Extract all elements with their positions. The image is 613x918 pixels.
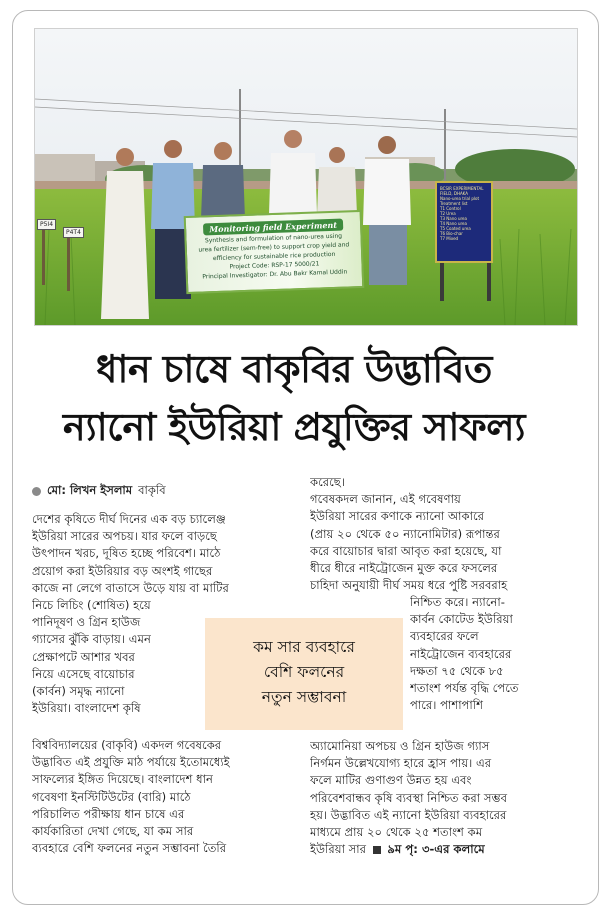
text-line: কাজে না লেগে বাতাসে উড়ে যায় বা মাটির	[32, 580, 229, 595]
banner-line: efficiency for sustainable rice production	[212, 250, 336, 263]
signboard-line: T5 Coated urea	[440, 226, 471, 231]
text-line: চাহিদা অনুযায়ী দীর্ঘ সময় ধরে পুষ্টি সরবরাহ	[310, 578, 508, 593]
signboard-line: T3 Nano urea	[440, 216, 467, 221]
text-line: গবেষকদল জানান, এই গবেষণায়	[310, 492, 461, 507]
text-line: দক্ষতা ৭৫ থেকে ৮৫	[410, 663, 504, 678]
plot-sign: P5I4	[37, 219, 56, 230]
banner-line: urea fertilizer (sem-free) to support crop yield and	[198, 241, 350, 254]
headline	[20, 340, 568, 456]
signboard-line: T7 Mixed	[440, 236, 459, 241]
text-line: সাফল্যের ইঙ্গিত দিয়েছে। বাংলাদেশ ধান	[32, 772, 213, 787]
text-line: প্রেক্ষাপটে আশার খবর	[32, 649, 135, 664]
left-column-top	[32, 511, 294, 597]
signboard-line: T2 Urea	[440, 211, 456, 216]
text-line: নির্গমন উল্লেখযোগ্য হারে হ্রাস পায়। এর	[310, 756, 492, 771]
text-line: নিয়ে এসেছে বায়োচার	[32, 666, 135, 681]
text-line: উৎপাদন খরচ, দূষিত হচ্ছে পরিবেশ। মাঠে	[32, 546, 221, 561]
byline-author: মো: লিখন ইসলাম	[47, 483, 133, 497]
text-line: কার্যকারিতা দেখা গেছে, যা কম সার	[32, 823, 194, 838]
banner-line: Synthesis and formulation of nano-urea using	[204, 232, 343, 245]
text-fragment: ইউরিয়া সার	[310, 842, 367, 857]
news-photo	[34, 28, 578, 326]
text-line: শতাংশ পর্যন্ত বৃদ্ধি পেতে	[410, 680, 519, 695]
text-line: করে বায়োচার দ্বারা আবৃত করা হয়েছে, যা	[310, 543, 502, 558]
end-square-icon	[373, 846, 381, 854]
field-banner	[184, 210, 365, 294]
text-line: উদ্ভাবিত এই প্রযুক্তি মাঠ পর্যায়ে ইতোমধ্যেই	[32, 755, 230, 770]
text-line: বিশ্ববিদ্যালয়ের (বাকৃবি) একদল গবেষকের	[32, 738, 222, 752]
text-line: ধীরে ধীরে নাইট্রোজেন মুক্ত করে ফসলের	[310, 560, 498, 575]
signboard-line: Nano-urea trial plot	[440, 196, 480, 201]
banner-title: Monitoring field Experiment	[203, 219, 343, 236]
pull-quote-line: কম সার ব্যবহারে	[253, 638, 355, 656]
text-line: দেশের কৃষিতে দীর্ঘ দিনের এক বড় চ্যালেঞ্জ	[32, 512, 226, 526]
right-column-top	[310, 474, 574, 594]
text-line: অ্যামোনিয়া অপচয় ও গ্রিন হাউজ গ্যাস	[310, 739, 490, 753]
pull-quote-line: বেশি ফলনের	[263, 663, 345, 681]
text-line: ইউরিয়া সারের অপচয়। যার ফলে বাড়ছে	[32, 529, 217, 544]
text-line: ইউরিয়া। বাংলাদেশ কৃষি	[32, 701, 141, 716]
banner-line: Principal Investigator: Dr. Abu Bakr Kamal Uddin	[202, 268, 348, 281]
signboard-line: BCSIR EXPERIMENTAL	[440, 186, 484, 191]
text-line: ব্যবহারের ফলে	[410, 629, 479, 644]
text-line: করেছে।	[310, 475, 345, 489]
byline	[32, 482, 166, 501]
left-column-narrow	[32, 597, 200, 717]
headline-line-1: ধান চাষে বাকৃবির উদ্ভাবিত	[96, 347, 492, 391]
byline-place: বাকৃবি	[138, 483, 166, 497]
left-column-bottom	[32, 737, 294, 857]
text-line: ইউরিয়া সারের কণাকে ন্যানো আকারে	[310, 509, 484, 524]
text-line: হয়। উদ্ভাবিত এই ন্যানো ইউরিয়া ব্যবহারের	[310, 807, 507, 822]
signboard-line: T1 Control	[440, 206, 461, 211]
field-signboard	[435, 181, 493, 263]
signboard-line: Treatment list	[440, 201, 468, 206]
pull-quote-line: নতুন সম্ভাবনা	[261, 688, 347, 706]
text-line: ফলে মাটির গুণাগুণ উন্নত হয় এবং	[310, 773, 472, 788]
text-line: পরিচালিত পরীক্ষায় ধান চাষে এর	[32, 806, 185, 821]
text-line: নাইট্রোজেন ব্যবহারের	[410, 646, 512, 661]
headline-line-2: ন্যানো ইউরিয়া প্রযুক্তির সাফল্য	[62, 405, 526, 449]
text-line: (কার্বন) সমৃদ্ধ ন্যানো	[32, 683, 125, 698]
signboard-line: T4 Nano urea	[440, 221, 467, 226]
signboard-line: T6 Bio-char	[440, 231, 463, 236]
text-line: প্রয়োগ করা ইউরিয়ার বড় অংশই গাছের	[32, 563, 213, 578]
text-line: পানিদূষণ ও গ্রিন হাউজ	[32, 615, 141, 630]
text-line: মাধ্যমে প্রায় ২০ থেকে ২৫ শতাংশ কম	[310, 824, 483, 839]
pull-quote	[205, 618, 403, 730]
signboard-line: FIELD, DHAKA	[440, 191, 468, 196]
text-line: কার্বন কোটেড ইউরিয়া	[410, 612, 513, 627]
text-line: নিচে লিচিং (শোষিত) হয়ে	[32, 598, 151, 612]
continuation-line	[310, 841, 574, 858]
right-column-bottom	[310, 738, 574, 858]
text-line: পরিবেশবান্ধব কৃষি ব্যবস্থা নিশ্চিত করা সম্ভব	[310, 790, 508, 805]
right-column-narrow	[410, 594, 574, 714]
plot-sign: P4T4	[63, 227, 84, 238]
bullet-icon	[32, 487, 41, 496]
text-line: ব্যবহারে বেশি ফলনের নতুন সম্ভাবনা তৈরি	[32, 841, 227, 856]
text-line: (প্রায় ২০ থেকে ৫০ ন্যানোমিটার) রূপান্তর	[310, 526, 500, 541]
text-line: পারে। পাশাপাশি	[410, 698, 483, 713]
text-line: নিশ্চিত করে। ন্যানো-	[410, 595, 505, 609]
text-line: গবেষণা ইনস্টিটিউটের (বারি) মাঠে	[32, 789, 191, 804]
text-line: গ্যাসের ঝুঁকি বাড়ায়। এমন	[32, 632, 151, 647]
banner-line: Project Code: RSP-17 5000/21	[229, 260, 320, 271]
jump-reference: ৯ম পৃ: ৩-এর কলামে	[387, 842, 485, 857]
